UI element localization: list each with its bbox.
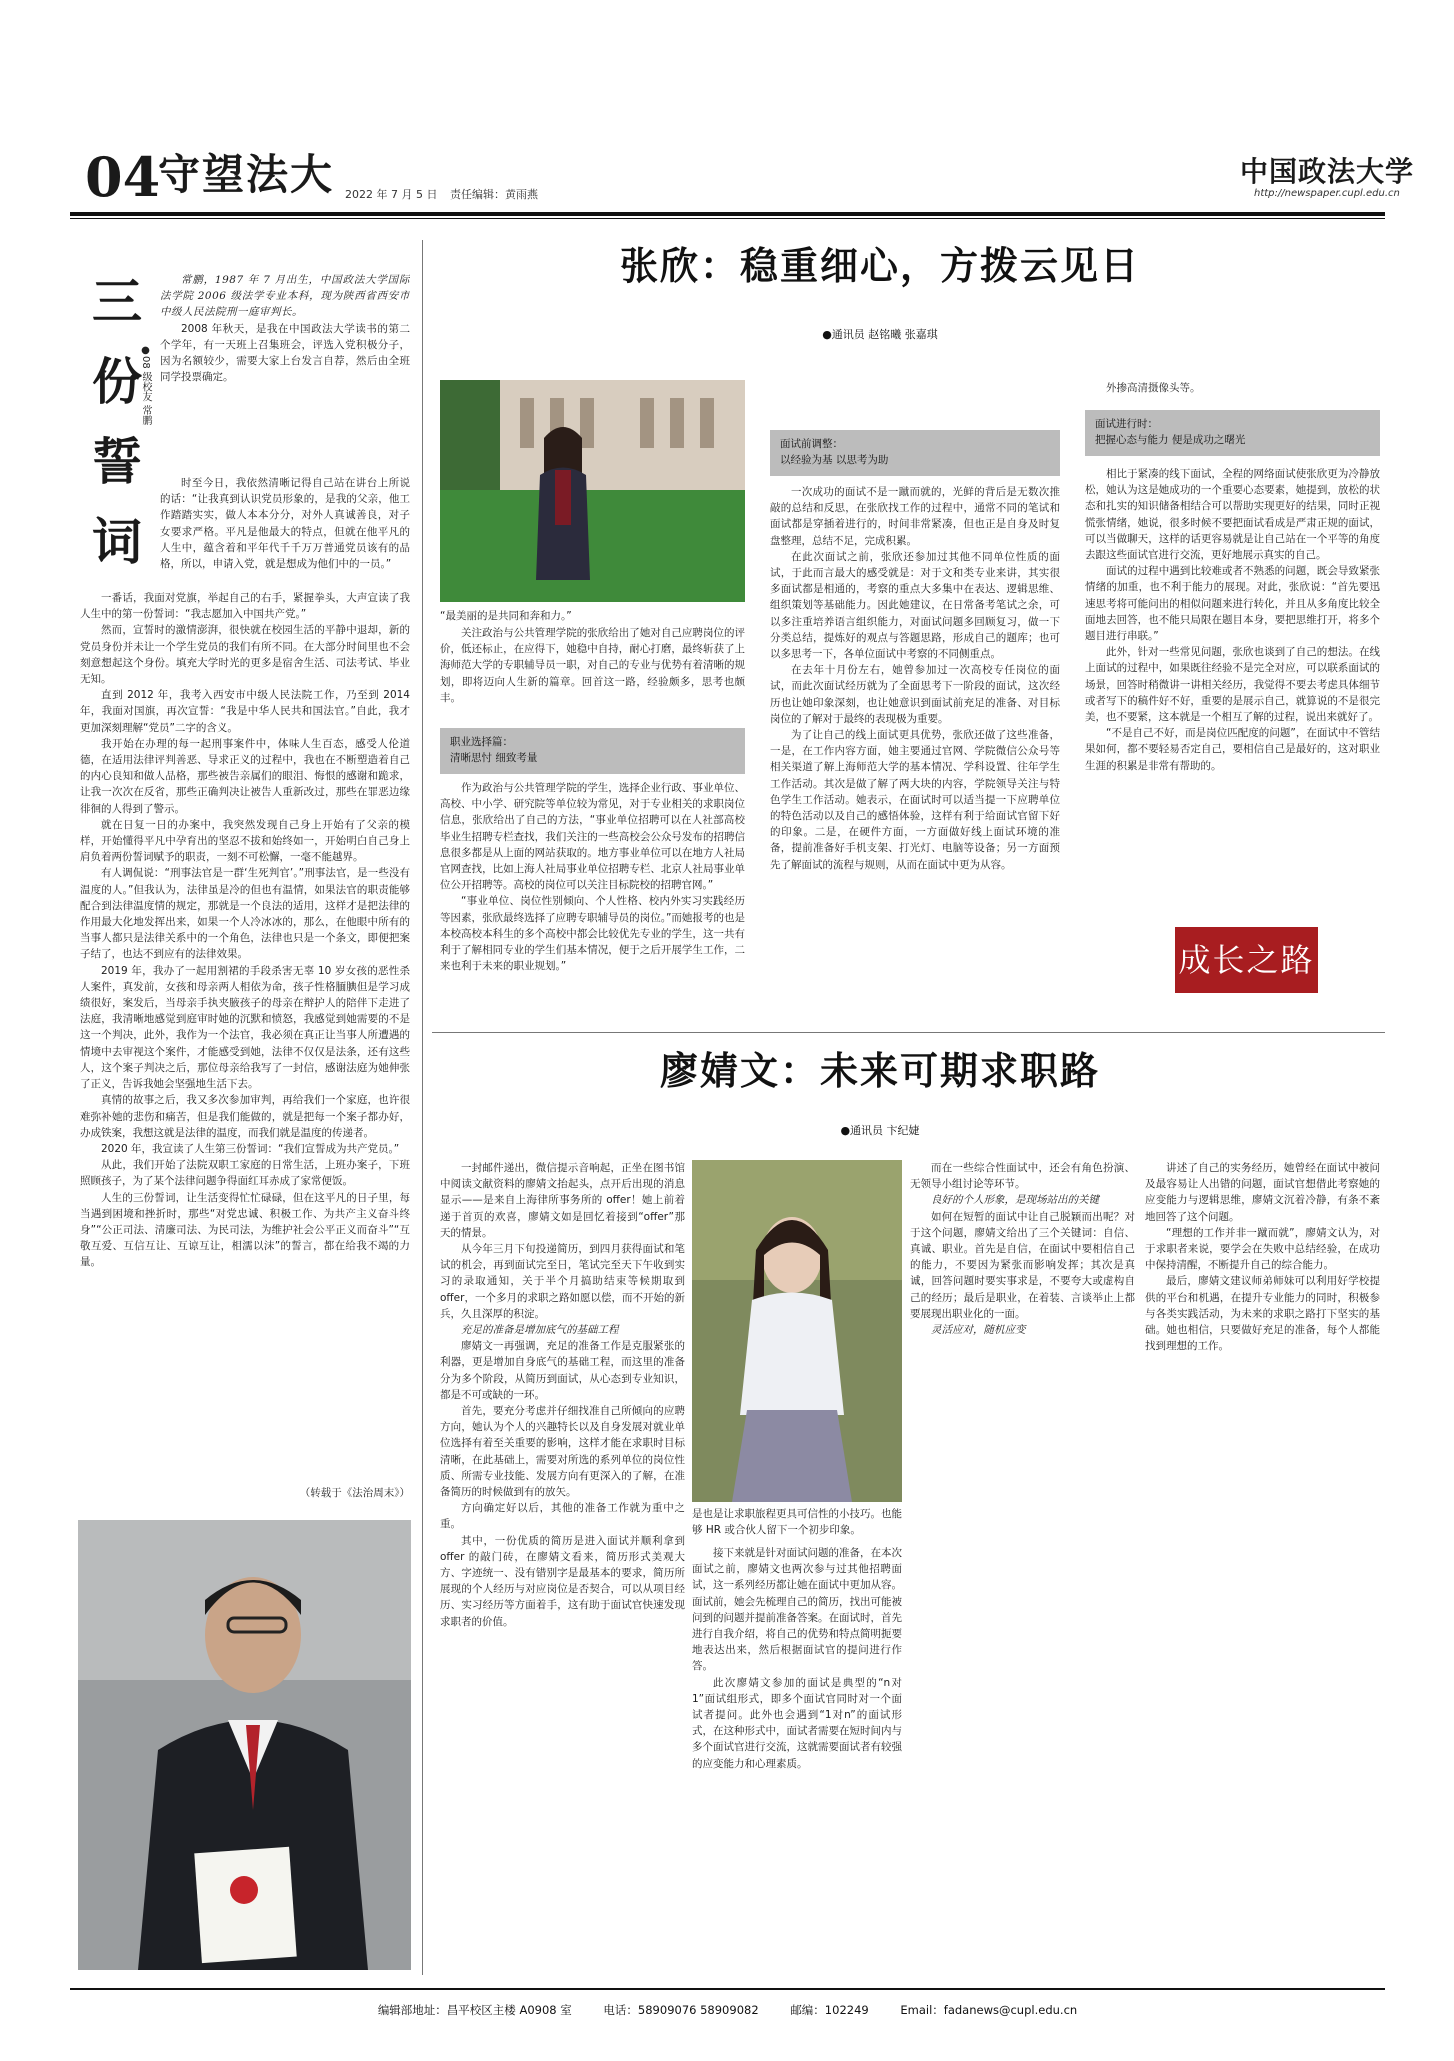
- article2-subhead-3: [1085, 410, 1380, 456]
- paragraph: 方向确定好以后，其他的准备工作就为重中之重。: [440, 1502, 685, 1531]
- paragraph: 关注政治与公共管理学院的张欣给出了她对自己应聘岗位的评价，低还标止，在应得下，她稳中自持，耐心打磨，最终斩获了上海师范大学的专职辅导员一职，对自己的专业与优势有着清晰的规划，即将迈向人生新的篇章。回首这一路，经验颇多，思考也颇丰。: [440, 627, 745, 704]
- footer-email[interactable]: Email：fadanews@cupl.edu.cn: [900, 2003, 1078, 2017]
- paragraph: 一番话，我面对党旗，举起自己的右手，紧握拳头，大声宣读了我人生中的第一份誓词：“我志愿加入中国共产党。”: [80, 592, 410, 621]
- paragraph: 2019 年，我办了一起用割裙的手段杀害无辜 10 岁女孩的恶性杀人案件，真发前，女孩和母亲两人相依为命，孩子性格腼腆但是学习成绩很好，案发后，当母亲手执夹腋孩子的母亲在辩护人的陪伴下走进了法庭，我清晰地感觉到庭审时她的沉默和愤怒，我感觉到她需要的不是这一个判决，此外，我作为一个法官，我必须在真正让当事人所遭遇的情境中去审视这个案件，才能感受到她，法律不仅仅是法条，还有这些人，这个案子判决之后，那位母亲给我写了一封信，感谢法庭为她伸张了正义，告诉我她会坚强地生活下去。: [80, 964, 410, 1091]
- title-char: 誓: [92, 432, 142, 491]
- subhead-text: 以经验为基 以思考为助: [780, 454, 889, 466]
- article3-headline: 廖婧文：未来可期求职路: [659, 1051, 1100, 1093]
- paragraph: 如何在短暂的面试中让自己脱颖而出呢？对于这个问题，廖婧文给出了三个关键词：自信、真诚、职业。首先是自信，在面试中要相信自己的能力，不要因为紧张而影响发挥；其次是真诚，回答问题时要实事求是，不要夸大或虚构自己的经历；最后是职业，在着装、言谈举止上都要展现出职业化的一面。: [910, 1210, 1135, 1320]
- graduate-image: [440, 380, 745, 602]
- paragraph: 从今年三月下旬投递简历，到四月获得面试和笔试的机会，再到面试完至日，笔试完至天下午收到实习的录取通知，关于半个月搞助结束等候期取到 offer，一个多月的求职之路如愿以偿，而不开始的新兵，久且深厚的积淀。: [440, 1243, 685, 1320]
- header-rule-thin: [70, 218, 1385, 219]
- title-char: 份: [92, 352, 142, 411]
- paragraph: 2008 年秋天，是我在中国政法大学读书的第二个学年，有一天班上召集班会，评选入党积极分子，因为名额较少，需要大家上台发言自荐，然后由全班同学投票确定。: [160, 322, 410, 384]
- paragraph: “理想的工作并非一蹴而就”，廖婧文认为，对于求职者来说，要学会在失败中总结经验，在成功中保持清醒，不断提升自己的综合能力。: [1145, 1226, 1380, 1272]
- article1-body: [80, 590, 410, 1480]
- article3-col1-body: [440, 1160, 685, 1970]
- article1-col-top: [160, 475, 410, 590]
- footer-phone: 电话：58909076 58909082: [603, 2003, 759, 2017]
- column-divider: [422, 240, 423, 1975]
- paragraph: 有人调侃说：“刑事法官是一群‘生死判官’。”刑事法官，是一些没有温度的人。”但我认为，法律虽是冷的但也有温情，如果法官的职责能够配合到法律温度情的规定，那就是一个良法的适用，这样才是把法律的作用最大化地发挥出来，如果一个人冷冰冰的，那么，在他眼中所有的当事人都只是法律关系中的一个角色，法律也只是一个条文，即便把案子结了，也达不到应有的法律效果。: [80, 867, 410, 961]
- paragraph: 然而，宣誓时的激情澎湃，很快就在校园生活的平静中退却，新的党员身份并未让一个学生党员的我们有所不同。在大部分时间里也不会刻意想起这个身份。填充大学时光的更多是宿舍生活、司法考试、毕业无知。: [80, 624, 410, 686]
- paragraph: 接下来就是针对面试问题的准备，在本次面试之前，廖婧文也两次参与过其他招聘面试，这一系列经历都让她在面试中更加从容。面试前，她会先梳理自己的简历，找出可能被问到的问题并提前准备答案。在面试时，首先进行自我介绍，将自己的优势和特点简明扼要地表达出来，然后根据面试官的提问进行作答。: [692, 1547, 902, 1673]
- paragraph: 外掺高清摄像头等。: [1106, 382, 1201, 394]
- article3-caption: 是也是让求职旅程更具可信性的小技巧。也能够 HR 或合伙人留下一个初步印象。: [692, 1508, 902, 1536]
- paragraph: 就在日复一日的办案中，我突然发现自己身上开始有了父亲的模样，开始懂得平凡中孕育出的坚忍不拔和始终如一，开始明白自己身上肩负着两份誓词赋予的职责，一刻不可松懈，一毫不能越界。: [80, 818, 410, 864]
- paragraph: 廖婧文一再强调，充足的准备工作是克服紧张的利器，更是增加自身底气的基础工程，而这里的准备分为多个阶段，从简历到面试，从心态到专业知识，都是不可或缺的一环。: [440, 1340, 685, 1401]
- footer-postcode: 邮编：102249: [790, 2003, 869, 2017]
- article3-photo: [692, 1160, 902, 1502]
- article2-col1-body: [440, 780, 745, 1022]
- article3-col3-body: [910, 1160, 1135, 1970]
- paragraph: 在去年十月份左右，她曾参加过一次高校专任岗位的面试，而此次面试经历就为了全面思考下一阶段的面试，这次经历也让她印象深刻，也让她意识到面试前充足的准备、对目标岗位的了解对于最终的表现极为重要。: [770, 664, 1060, 725]
- article1-intro-block: [160, 272, 410, 477]
- paragraph: 讲述了自己的实务经历，她曾经在面试中被问及最容易让人出错的问题，面试官想借此考察她的应变能力与逻辑思维，廖婧文沉着冷静，有条不紊地回答了这个问题。: [1145, 1162, 1380, 1223]
- paragraph: 2020 年，我宣读了人生第三份誓词：“我们宣誓成为共产党员。”: [101, 1142, 400, 1155]
- title-char: 词: [92, 512, 142, 571]
- page-number: 04: [85, 145, 161, 209]
- section-divider: [432, 1032, 1385, 1033]
- article2-reporter: ●通讯员 赵铭曦 张嘉琪: [822, 328, 938, 341]
- article1-source-block: [80, 1485, 410, 1505]
- section-title: 守望法大: [158, 150, 335, 199]
- paragraph: 真情的故事之后，我又多次参加审判，再给我们一个家庭，也许很难弥补她的悲伤和痛苦，但是我们能做的，就是把每一个案子都办好，办成铁案，我想这就是法律的温度，而我们就是温度的传递者。: [80, 1094, 410, 1139]
- article1-photo: [78, 1520, 411, 1970]
- title-char: 三: [92, 272, 142, 331]
- article3-reporter: ●通讯员 卞纪婕: [840, 1124, 920, 1137]
- paragraph: 此次廖婧文参加的面试是典型的“n对1”面试组形式，即多个面试官同时对一个面试者提问。此外也会遇到“1对n”的面试形式，在这种形式中，面试者需要在短时间内与多个面试官进行交流，这就需要面试者有较强的应变能力和心理素质。: [692, 1676, 902, 1770]
- paragraph: 此外，针对一些常见问题，张欣也谈到了自己的想法。在线上面试的过程中，如果既往经验不是完全对应，可以联系面试的场景，回答时稍微讲一讲相关经历，我觉得不要去考虑具体细节或者写下的稿件好不好，重要的是展示自己，就算说的不是很完美，也不要紧，这本就是一个相互了解的过程，说出来就好了。: [1085, 646, 1380, 724]
- paragraph: 在此次面试之前，张欣还参加过其他不同单位性质的面试，于此而言最大的感受就是：对于文和类专业来讲，其实很多面试都是相通的，考察的重点大多集中在表达、逻辑思维、组织策划等基础能力。因此她建议，在日常备考笔试之余，可以多注重培养语言组织能力，对面试问题多回顾复习，做一下分类总结，提炼好的观点与答题思路，形成自己的题库；也可以多思考一下，各单位面试中考察的不同侧重点。: [770, 550, 1060, 661]
- paragraph: 我开始在办理的每一起刑事案件中，体味人生百态，感受人伦道德，在适用法律评判善恶、导求正义的过程中，我也在不断塑造着自己的内心良知和做人品格，那些被告亲属们的眼泪、悔恨的感谢和跪求，让我一次次在反省，那些正确判决让被告人重新改过，那些在罪恶边缘徘徊的人得到了警示。: [80, 737, 410, 815]
- paragraph: 最后，廖婧文建议师弟师妹可以利用好学校提供的平台和机遇，在提升专业能力的同时，积极参与各类实践活动，为未来的求职之路打下坚实的基础。她也相信，只要做好充足的准备，每个人都能找到理想的工作。: [1145, 1275, 1380, 1353]
- portrait-image: [692, 1160, 902, 1502]
- subhead-text: 把握心态与能力 便是成功之曙光: [1095, 434, 1246, 446]
- portrait-image: [78, 1520, 411, 1970]
- article2-col2-body: [770, 484, 1060, 1024]
- article2-col3-top: [1085, 380, 1380, 400]
- article2-caption: “最美丽的是共同和奔和力。”: [440, 610, 572, 622]
- paragraph: 面试的过程中遇到比较难或者不熟悉的问题，既会导致紧张情绪的加重，也不利于能力的展现。对此，张欣说：“首先要迅速思考将可能问出的相似问题来进行转化，并且从多角度比较全面地去回答，也不能只局限在题目本身，要把思维打开，将多个题目进行串联。”: [1085, 565, 1380, 643]
- header-rule: [70, 212, 1385, 216]
- paragraph: 而在一些综合性面试中，还会有角色扮演、无领导小组讨论等环节。: [910, 1162, 1135, 1191]
- paragraph: “不是自己不好，而是岗位匹配度的问题”，在面试中不管结果如何，都不要轻易否定自己，要相信自己是最好的，这对职业生涯的积累是非常有帮助的。: [1085, 727, 1380, 772]
- article2-subhead-2: [770, 430, 1060, 476]
- article2-subhead-1: [440, 728, 745, 774]
- paragraph: 从此，我们开始了法院双职工家庭的日常生活，上班办案子，下班照顾孩子，为了某个法律问题争得面红耳赤成了家常便饭。: [80, 1159, 410, 1188]
- subhead-label: 职业选择篇：: [450, 736, 513, 748]
- paragraph: “事业单位、岗位性别倾向、个人性格、校内外实习实践经历等因素，张欣最终选择了应聘专职辅导员的岗位。”而她报考的也是本校高校本科生的多个高校中都会比较优先专业的学生，这一共有利于了解相同专业的学生们基本情况，便于之后开展学生工作，二来也利于未来的职业规划。”: [440, 895, 745, 973]
- brand-logo: 中国政法大学: [1240, 155, 1415, 188]
- paragraph: 为了让自己的线上面试更具优势，张欣还做了这些准备，一是，在工作内容方面，她主要通过官网、学院微信公众号等相关渠道了解上海师范大学的基本情况、学科设置、往年学生工作活动。其次是做了解了两大块的内容，学院领导关注与特色学生工作活动。她表示，在面试时可以适当提一下应聘单位的特色活动以及自己的感悟体验，这样有利于给面试官留下好的印象。二是，在硬件方面，一方面做好线上面试环境的准备，提前准备好手机支架、打光灯、电脑等设备；另一方面预先了解面试的流程与规则，从而在面试中更为从容。: [770, 729, 1060, 871]
- article2-photo: [440, 380, 745, 602]
- article2-lead: [440, 625, 745, 725]
- paragraph: 一次成功的面试不是一蹴而就的，光鲜的背后是无数次推敲的总结和反思，在张欣找工作的过程中，通常不同的笔试和面试都是穿插着进行的，时间非常紧凑，但也正是自身及时复盘整理，总结不足，完成积累。: [770, 486, 1060, 547]
- section-italic: 良好的个人形象，是现场站出的关键: [931, 1194, 1099, 1207]
- paragraph: 时至今日，我依然清晰记得自己站在讲台上所说的话：“让我真到认识党员形象的，是我的父亲，他工作踏踏实实，做人本本分分，对外人真诚善良，对子女要求严格。平凡是他最大的特点，但就在他平凡的人生中，蕴含着和平年代千千万万普通党员该有的品格，所以，申请入党，就是想成为他们中的一员。”: [160, 477, 410, 571]
- paragraph: 一封邮件递出，微信提示音响起，正坐在图书馆中阅读文献资料的廖婧文抬起头，点开后出现的消息显示——是来自上海律所事务所的 offer！她上前着递于首页的欢喜，廖婧文如是回忆着接到“offer”那天的情景。: [440, 1162, 685, 1239]
- paragraph: 直到 2012 年，我考入西安市中级人民法院工作，乃至到 2014 年，我面对国旗，再次宣誓：“我是中华人民共和国法官。”自此，我才更加深刻理解“党员”二字的含义。: [80, 689, 410, 734]
- article2-headline: 张欣：稳重细心，方拨云见日: [619, 246, 1140, 288]
- article1-byline: ●08 级校友 常鹏: [140, 345, 151, 426]
- paragraph: 首先，要充分考虑并仔细找准自己所倾向的应聘方向，她认为个人的兴趣特长以及自身发展对就业单位选择有着至关重要的影响，这样才能在求职时目标清晰，在此基础上，需要对所选的系列单位的岗位性质、所需专业技能、发展方向有更深入的了解，在准备简历的时候做到有的放矢。: [440, 1405, 685, 1499]
- paragraph: 作为政治与公共管理学院的学生，选择企业行政、事业单位、高校、中小学、研究院等单位较为常见，对于专业相关的求职岗位信息，张欣给出了自己的方法，“事业单位招聘可以在人社部高校毕业生招聘专栏查找，我们关注的一些高校会公众号发布的招聘信息很多都是从上面的网站获取的。地方事业单位可以在地方人社局官网查找，比如上海人社局事业单位招聘专栏、北京人社局事业单位公开招聘等。高校的岗位可以关注目标院校的招聘官网。”: [440, 782, 745, 892]
- growth-badge: 成长之路: [1175, 927, 1318, 993]
- article1-intro: 常鹏，1987 年 7 月出生，中国政法大学国际法学院 2006 级法学专业本科，现为陕西省西安市中级人民法院刑一庭审判长。: [160, 274, 410, 319]
- subhead-label: 面试进行时：: [1095, 418, 1158, 430]
- section-italic: 充足的准备是增加底气的基础工程: [461, 1324, 619, 1337]
- paragraph: 其中，一份优质的简历是进入面试并顺利拿到 offer 的敲门砖，在廖婧文看来，简历形式美观大方、字迹统一、没有错别字是最基本的要求，简历所展现的个人经历与对应岗位是否契合，可以从项目经历、实习经历等方面着手，这有助于面试官快速发现求职者的价值。: [440, 1534, 685, 1628]
- subhead-text: 清晰思忖 细致考量: [450, 752, 538, 764]
- subhead-label: 面试前调整：: [780, 438, 843, 450]
- footer-rule: [70, 1988, 1385, 1990]
- footer: [70, 2002, 1385, 2018]
- issue-date: 2022 年 7 月 5 日: [345, 188, 438, 201]
- brand-url[interactable]: http://newspaper.cupl.edu.cn: [1254, 188, 1400, 199]
- article3-col2-lower: [692, 1545, 902, 1970]
- paragraph: 相比于紧凑的线下面试，全程的网络面试使张欣更为冷静放松，她认为这是她成功的一个重要心态要素，她提到，放松的状态和扎实的知识储备相结合可以帮助实现更好的结果，同时正视慌张情绪，她说，很多时候不要把面试看成是严肃正规的面试，可以当做聊天，这样的话更容易就是让自己站在一个平等的角度去跟这些面试官进行交流，更好地展示真实的自己。: [1085, 468, 1380, 562]
- article3-col4-body: [1145, 1160, 1380, 1970]
- article2-col3-body: [1085, 466, 1380, 911]
- footer-address: 编辑部地址：昌平校区主楼 A0908 室: [377, 2003, 572, 2017]
- paragraph: 人生的三份誓词，让生活变得忙忙碌碌，但在这平凡的日子里，每当遇到困境和挫折时，那些“对党忠诚、积极工作、为共产主义奋斗终身”“公正司法、清廉司法、为民司法，为维护社会公平正义而奋斗”“互敬互爱、互信互让、互谅互让，相濡以沫”的誓言，都在给我不竭的力量。: [80, 1191, 410, 1269]
- section-italic: 灵活应对，随机应变: [931, 1324, 1026, 1337]
- article1-source: （转载于《法治周末》）: [299, 1487, 410, 1499]
- editor-credit: 责任编辑：黄雨燕: [450, 188, 538, 201]
